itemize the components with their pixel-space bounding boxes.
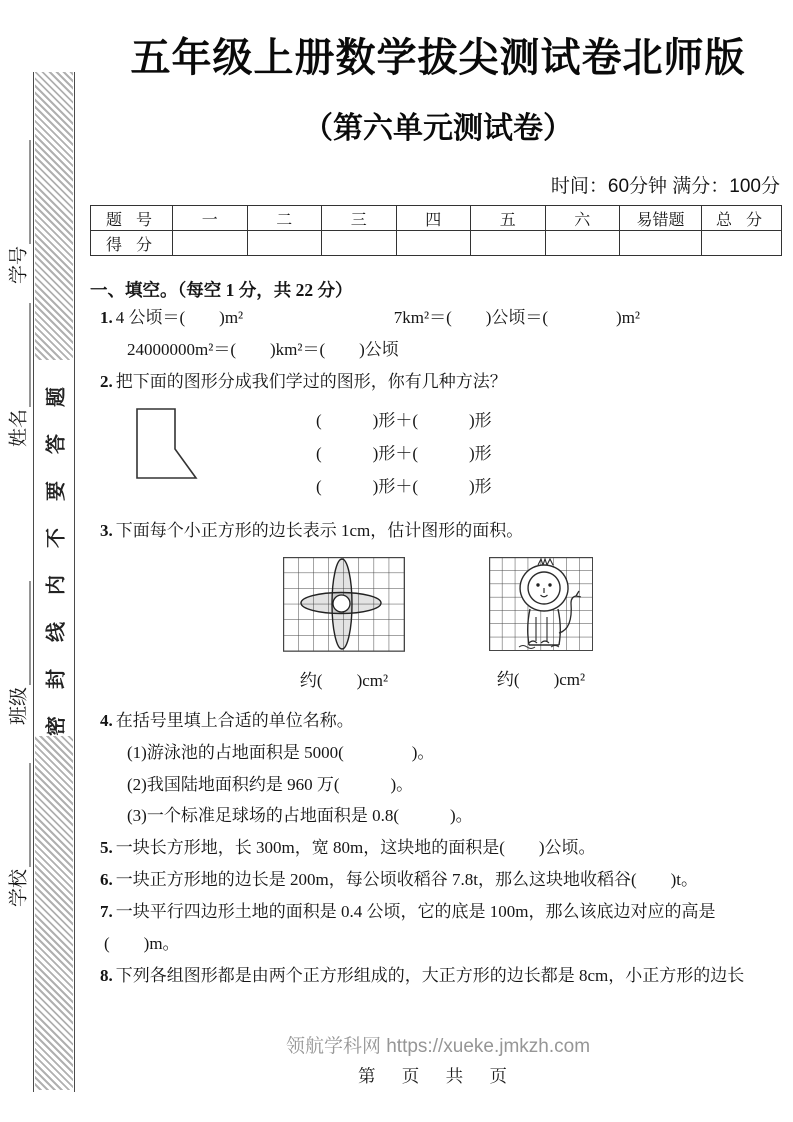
question-2-option: ( )形＋( )形 [316, 411, 492, 430]
page-footer [90, 1031, 786, 1088]
lion-figure [489, 557, 593, 651]
figure-lion-block [489, 557, 593, 691]
student-number-label: 学号 [8, 245, 30, 285]
seal-margin [0, 0, 90, 1122]
exam-content [90, 0, 786, 992]
question-1-line-2: 24000000m²＝( )km²＝( )公顷 [127, 340, 399, 359]
score-header-cell: 三 [322, 206, 397, 231]
question-number: 3. [100, 521, 113, 540]
score-blank-cell [247, 231, 322, 256]
question-1-line-1 [90, 302, 786, 334]
question-2-option: ( )形＋( )形 [316, 477, 492, 496]
question-2-options [316, 404, 492, 503]
score-header-cell: 五 [471, 206, 546, 231]
question-2-figure-row [136, 404, 786, 503]
score-header-cell: 总 分 [702, 206, 782, 231]
question-2-option: ( )形＋( )形 [316, 444, 492, 463]
question-number: 4. [100, 711, 113, 730]
school-blank [10, 763, 31, 867]
score-blank-cell [545, 231, 620, 256]
question-number: 6. [100, 869, 113, 889]
cross-ellipse-figure [283, 557, 405, 652]
score-header-cell: 一 [173, 206, 248, 231]
question-1-part-1: 4 公顷＝( )m² [115, 308, 244, 327]
footer-page-info: 第 页 共 页 [357, 1066, 519, 1086]
score-blank-cell [702, 231, 782, 256]
figure-left-caption: 约( )cm² [299, 671, 389, 690]
footer-site-link: 领航学科网 https://xueke.jmkzh.com [285, 1036, 591, 1057]
score-header-cell: 题 号 [91, 206, 173, 231]
question-4-text [90, 705, 786, 737]
question-4-items [90, 737, 786, 832]
pentagon-figure [136, 408, 198, 480]
question-number: 7. [100, 901, 113, 921]
question-8 [90, 960, 786, 992]
seal-line-text: 密封线内不要答题 [45, 360, 68, 736]
question-number: 1. [100, 308, 113, 327]
score-blank-cell [620, 231, 702, 256]
question-6-stem: 一块正方形地的边长是 200m，每公顷收稻谷 7.8t，那么这块地收稻谷( )t。 [115, 869, 698, 889]
question-3-text [90, 515, 786, 547]
question-4-stem: 在括号里填上合适的单位名称。 [115, 711, 354, 730]
class-field [4, 581, 31, 725]
student-name-blank [10, 303, 31, 407]
seal-strip [33, 72, 75, 1092]
question-3-stem: 下面每个小正方形的边长表示 1cm，估计图形的面积。 [115, 521, 524, 540]
question-5-stem: 一块长方形地，长 300m，宽 80m，这块地的面积是( )公顷。 [115, 837, 596, 857]
score-table-header-row [91, 206, 782, 231]
question-1-part-2: 7km²＝( )公顷＝( )m² [393, 308, 641, 327]
question-number: 5. [100, 837, 113, 857]
page-title: 五年级上册数学拔尖测试卷北师版 [130, 36, 746, 80]
question-number: 8. [100, 965, 113, 985]
question-4-item: (3)一个标准足球场的占地面积是 0.8( )。 [127, 806, 473, 825]
school-field [4, 763, 31, 907]
question-6 [90, 864, 786, 896]
score-header-cell: 四 [396, 206, 471, 231]
exam-meta: 时间：60分钟 满分：100分 [550, 176, 780, 197]
student-number-blank [10, 140, 31, 244]
hatch-pattern-bottom [35, 736, 73, 1090]
question-2-text [90, 366, 786, 398]
question-3-figures [90, 557, 786, 691]
question-4-item: (1)游泳池的占地面积是 5000( )。 [127, 743, 435, 762]
figure-ellipses-block [283, 557, 405, 691]
class-label: 班级 [8, 686, 30, 726]
score-table [90, 205, 782, 256]
question-number: 2. [100, 372, 113, 391]
question-5 [90, 832, 786, 864]
student-number-field [4, 140, 31, 284]
school-label: 学校 [8, 868, 30, 908]
score-blank-cell [396, 231, 471, 256]
student-name-field [4, 303, 31, 447]
score-blank-cell [173, 231, 248, 256]
score-header-cell: 二 [247, 206, 322, 231]
score-row-label: 得 分 [91, 231, 173, 256]
figure-right-caption: 约( )cm² [496, 670, 586, 689]
score-header-cell: 易错题 [620, 206, 702, 231]
question-4-item: (2)我国陆地面积约是 960 万( )。 [127, 774, 414, 794]
score-table-score-row [91, 231, 782, 256]
hatch-pattern-top [35, 72, 73, 360]
score-blank-cell [471, 231, 546, 256]
score-blank-cell [322, 231, 397, 256]
question-7-stem: 一块平行四边形土地的面积是 0.4 公顷，它的底是 100m，那么该底边对应的高是 [115, 901, 716, 921]
class-blank [10, 581, 31, 685]
question-2-stem: 把下面的图形分成我们学过的图形，你有几种方法？ [115, 372, 507, 391]
question-8-stem: 下列各组图形都是由两个正方形组成的，大正方形的边长都是 8cm，小正方形的边长 [115, 965, 745, 985]
section1-heading: 一、填空。（每空 1 分，共 22 分） [90, 280, 353, 300]
question-7-line-1 [90, 896, 786, 928]
student-name-label: 姓名 [8, 408, 30, 448]
question-7-line-2: ( )m。 [104, 933, 180, 953]
score-header-cell: 六 [545, 206, 620, 231]
page-subtitle: （第六单元测试卷） [303, 112, 573, 145]
